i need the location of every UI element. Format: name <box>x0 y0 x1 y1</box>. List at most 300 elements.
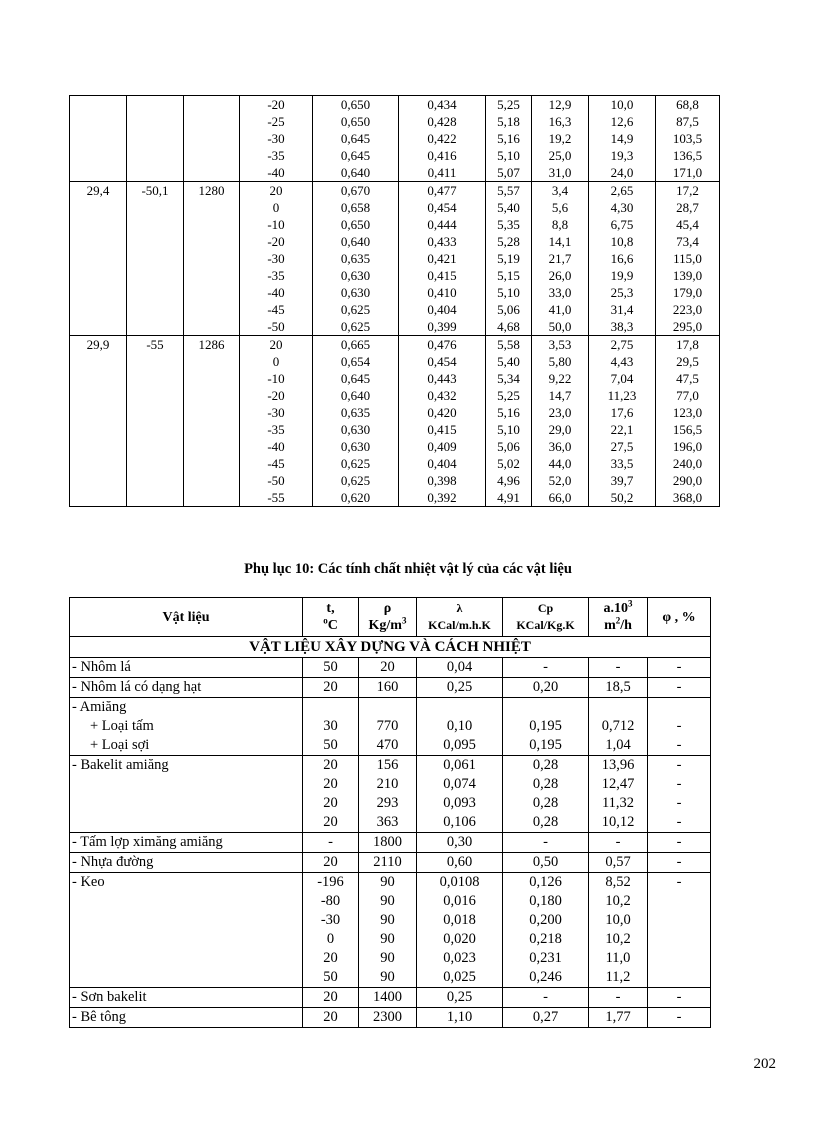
cell-value: 210 <box>376 776 399 792</box>
name-cell <box>70 1008 303 1028</box>
t-cell <box>303 873 359 988</box>
cell-value: 0,654 <box>340 354 371 369</box>
cell-value: 0,625 <box>340 456 371 471</box>
cell-value: 196,0 <box>672 439 703 454</box>
lambda-cell <box>417 658 503 678</box>
cell-value: 1,10 <box>446 1009 473 1025</box>
cp-cell <box>503 698 589 756</box>
value-cell <box>399 96 486 182</box>
table-row <box>70 678 711 698</box>
phi-cell <box>648 833 711 853</box>
cell-value: 179,0 <box>672 285 703 300</box>
group-c3-cell: 1280 <box>184 182 240 336</box>
cell-value: 0,018 <box>443 912 476 928</box>
cell-value: 0,28 <box>532 795 559 811</box>
cell-value: 160 <box>376 679 399 695</box>
cell-value: -10 <box>267 371 285 386</box>
cell-value: 5,80 <box>548 354 572 369</box>
cell-value: 0,411 <box>427 165 457 180</box>
a-cell <box>589 833 648 853</box>
header-conductivity: λ KCal/m.h.K <box>417 598 503 637</box>
cell-value: 0,635 <box>340 251 371 266</box>
value-cell <box>399 336 486 507</box>
cell-value: 90 <box>380 912 395 928</box>
cell-value: 0,095 <box>443 737 476 753</box>
cell-value: 0,433 <box>427 234 457 249</box>
header-temperature: t, $^o$C <box>303 598 359 637</box>
phi-cell <box>648 988 711 1008</box>
lambda-cell <box>417 1008 503 1028</box>
cell-value: -20 <box>267 97 285 112</box>
cell-value: 0,620 <box>340 490 371 505</box>
group-c3-cell: 1286 <box>184 336 240 507</box>
cell-value: 5,16 <box>497 405 520 420</box>
cell-value: 0,630 <box>340 439 371 454</box>
cell-value: 27,5 <box>610 439 634 454</box>
cell-value: + Loại tấm <box>90 718 154 734</box>
value-cell <box>656 96 720 182</box>
cell-value: 1400 <box>373 989 402 1005</box>
header-humidity: φ , % <box>648 598 711 637</box>
cell-value: 11,2 <box>605 969 631 985</box>
cell-value: 29,5 <box>676 354 699 369</box>
cell-value: 0,392 <box>427 490 457 505</box>
cell-value: 20 <box>323 854 338 870</box>
cell-value: 0,477 <box>427 183 457 198</box>
cell-value: 17,8 <box>676 337 699 352</box>
cell-value: 770 <box>376 718 399 734</box>
cell-value <box>417 698 502 717</box>
cell-value: 33,5 <box>610 456 634 471</box>
cell-value: 0,195 <box>529 718 562 734</box>
cell-value: 0,106 <box>443 814 476 830</box>
cell-value: 0,195 <box>529 737 562 753</box>
cell-value: 1800 <box>373 834 402 850</box>
cell-value: 5,58 <box>497 337 520 352</box>
t-cell <box>303 988 359 1008</box>
cell-value: 4,43 <box>610 354 634 369</box>
cell-value: 0,398 <box>427 473 457 488</box>
cell-value: - <box>543 834 548 850</box>
cell-value: - Amiăng <box>72 699 127 715</box>
value-cell <box>313 336 399 507</box>
cell-value: 2,75 <box>610 337 634 352</box>
cell-value: 5,10 <box>497 285 520 300</box>
cell-value: 0,650 <box>340 114 371 129</box>
a-cell <box>589 873 648 988</box>
table-row <box>70 853 711 873</box>
a-cell <box>589 988 648 1008</box>
value-cell <box>656 336 720 507</box>
a-cell <box>589 853 648 873</box>
cell-value: 8,52 <box>605 874 631 890</box>
cell-value: 0,640 <box>340 234 371 249</box>
cell-value: 0,246 <box>529 969 562 985</box>
cell-value: 0,27 <box>532 1009 559 1025</box>
name-cell <box>70 833 303 853</box>
cell-value: 0,28 <box>532 776 559 792</box>
cell-value: 0,50 <box>532 854 559 870</box>
cp-cell <box>503 833 589 853</box>
table-row <box>70 182 720 336</box>
cell-value: - <box>676 737 682 753</box>
cell-value: - <box>615 834 621 850</box>
cell-value: 52,0 <box>548 473 572 488</box>
name-cell <box>70 678 303 698</box>
cp-cell <box>503 873 589 988</box>
cell-value: 45,4 <box>676 217 699 232</box>
cell-value: - <box>676 757 682 773</box>
cell-value: 29,0 <box>548 422 572 437</box>
cp-cell <box>503 988 589 1008</box>
cell-value: -30 <box>267 405 285 420</box>
cell-value: 6,75 <box>610 217 634 232</box>
cell-value: 0,665 <box>340 337 371 352</box>
cell-value: 0,421 <box>427 251 457 266</box>
cell-value: 23,0 <box>548 405 572 420</box>
cell-value: 11,0 <box>605 950 631 966</box>
cell-value: - <box>676 854 682 870</box>
rho-cell <box>359 678 417 698</box>
name-cell <box>70 698 303 756</box>
cell-value: 0,630 <box>340 268 371 283</box>
cell-value: 0,020 <box>443 931 476 947</box>
cell-value: 5,34 <box>497 371 520 386</box>
cell-value: - <box>543 659 548 675</box>
rho-cell <box>359 756 417 833</box>
cell-value: 2110 <box>373 854 402 870</box>
cell-value: -35 <box>267 422 285 437</box>
a-cell <box>589 756 648 833</box>
cell-value: 77,0 <box>676 388 699 403</box>
cell-value: 10,8 <box>610 234 634 249</box>
a-cell <box>589 678 648 698</box>
cell-value: 0,650 <box>340 217 371 232</box>
cell-value: 0,625 <box>340 319 371 334</box>
cell-value: 10,2 <box>605 931 631 947</box>
cell-value: 240,0 <box>672 456 703 471</box>
cell-value: 11,23 <box>607 388 637 403</box>
value-cell <box>240 182 313 336</box>
cell-value: 0,093 <box>443 795 476 811</box>
cell-value: 90 <box>380 950 395 966</box>
cell-value: 0,200 <box>529 912 562 928</box>
cell-value: 5,25 <box>497 97 520 112</box>
cell-value: 368,0 <box>672 490 703 505</box>
value-cell <box>240 336 313 507</box>
lambda-cell <box>417 853 503 873</box>
cell-value: 290,0 <box>672 473 703 488</box>
value-cell <box>486 96 532 182</box>
value-cell <box>399 182 486 336</box>
cell-value: 20 <box>323 989 338 1005</box>
cp-cell <box>503 678 589 698</box>
cell-value: 14,9 <box>610 131 634 146</box>
cell-value: 0 <box>326 931 335 947</box>
t-cell <box>303 698 359 756</box>
cell-value: 103,5 <box>672 131 703 146</box>
cell-value: 293 <box>376 795 399 811</box>
value-cell <box>313 182 399 336</box>
cell-value <box>589 698 647 717</box>
group-c1-cell: 29,9 <box>70 336 127 507</box>
value-cell <box>486 336 532 507</box>
a-cell <box>589 1008 648 1028</box>
cell-value: 0,476 <box>427 337 457 352</box>
table-row <box>70 336 720 507</box>
a-cell <box>589 698 648 756</box>
cell-value: 0,454 <box>427 200 457 215</box>
cell-value: 0,645 <box>340 131 371 146</box>
cell-value: 20 <box>323 776 338 792</box>
cell-value <box>503 698 588 717</box>
cell-value: - <box>615 989 621 1005</box>
cp-cell <box>503 756 589 833</box>
cell-value: 39,7 <box>610 473 634 488</box>
cell-value: 10,0 <box>610 97 634 112</box>
cell-value: 0,399 <box>427 319 457 334</box>
cell-value: - Bê tông <box>72 1009 126 1025</box>
cell-value: 0,410 <box>427 285 457 300</box>
cell-value: 25,0 <box>548 148 572 163</box>
rho-cell <box>359 853 417 873</box>
cell-value: 5,10 <box>497 422 520 437</box>
cell-value: 5,02 <box>497 456 520 471</box>
t-cell <box>303 658 359 678</box>
value-cell <box>589 336 656 507</box>
phi-cell <box>648 678 711 698</box>
phi-cell <box>648 853 711 873</box>
cell-value: 0,416 <box>427 148 457 163</box>
cell-value: - Nhôm lá có dạng hạt <box>72 679 202 695</box>
cell-value: 50 <box>323 737 338 753</box>
cp-cell <box>503 658 589 678</box>
cell-value: -196 <box>317 874 344 890</box>
cell-value: 90 <box>380 969 395 985</box>
cell-value: 10,2 <box>605 893 631 909</box>
cell-value: 10,0 <box>605 912 631 928</box>
cell-value: 0,432 <box>427 388 457 403</box>
cell-value: - <box>676 834 682 850</box>
cell-value <box>303 698 358 717</box>
cell-value: 156,5 <box>672 422 703 437</box>
cell-value: 0,30 <box>446 834 473 850</box>
cell-value: 20 <box>323 795 338 811</box>
cell-value: 5,40 <box>497 354 520 369</box>
cell-value: 31,4 <box>610 302 634 317</box>
materials-table <box>69 597 711 1028</box>
cell-value: 87,5 <box>676 114 699 129</box>
cell-value: 0,415 <box>427 268 457 283</box>
lambda-cell <box>417 833 503 853</box>
cell-value: 0,016 <box>443 893 476 909</box>
cell-value: 2300 <box>373 1009 402 1025</box>
cell-value: -40 <box>267 165 285 180</box>
table-row <box>70 873 711 988</box>
value-cell <box>486 182 532 336</box>
cell-value: 90 <box>380 893 395 909</box>
cell-value: 0,434 <box>427 97 457 112</box>
cell-value: 18,5 <box>605 679 631 695</box>
a-cell <box>589 658 648 678</box>
cell-value: 0,640 <box>340 165 371 180</box>
cell-value: 223,0 <box>672 302 703 317</box>
cell-value: 90 <box>380 874 395 890</box>
cp-cell <box>503 1008 589 1028</box>
cell-value: 22,1 <box>610 422 634 437</box>
cell-value: - <box>676 679 682 695</box>
cell-value: - <box>676 1009 682 1025</box>
cell-value: 0,443 <box>427 371 457 386</box>
lambda-cell <box>417 988 503 1008</box>
cell-value: -10 <box>267 217 285 232</box>
cell-value: 5,06 <box>497 302 520 317</box>
cell-value: 38,3 <box>610 319 634 334</box>
cell-value: -45 <box>267 456 285 471</box>
cell-value: 0 <box>272 354 280 369</box>
cell-value: 2,65 <box>610 183 634 198</box>
phi-cell <box>648 756 711 833</box>
cell-value: 8,8 <box>551 217 569 232</box>
cell-value: - Nhôm lá <box>72 659 131 675</box>
cell-value: 0,409 <box>427 439 457 454</box>
cell-value: 0,57 <box>605 854 631 870</box>
cell-value: -45 <box>267 302 285 317</box>
cell-value: 12,6 <box>610 114 634 129</box>
cell-value: 47,5 <box>676 371 699 386</box>
cell-value: 4,91 <box>497 490 520 505</box>
cell-value: 0,444 <box>427 217 457 232</box>
cell-value: 66,0 <box>548 490 572 505</box>
cell-value: 12,47 <box>601 776 635 792</box>
table-row <box>70 988 711 1008</box>
rho-cell <box>359 833 417 853</box>
phi-cell <box>648 698 711 756</box>
cell-value: -30 <box>267 251 285 266</box>
cell-value: 123,0 <box>672 405 703 420</box>
cell-value: 41,0 <box>548 302 572 317</box>
rho-cell <box>359 988 417 1008</box>
value-cell <box>532 336 589 507</box>
cell-value: -50 <box>267 319 285 334</box>
cell-value <box>648 698 710 717</box>
table-row <box>70 698 711 756</box>
cell-value: 295,0 <box>672 319 703 334</box>
cell-value: 0,25 <box>446 679 473 695</box>
rho-cell <box>359 658 417 678</box>
cell-value: -20 <box>267 388 285 403</box>
page-number: 202 <box>753 1056 776 1072</box>
cell-value: 0 <box>272 200 280 215</box>
header-diffusivity: $a.10^3$ $m^2/h$ <box>589 598 648 637</box>
name-cell <box>70 853 303 873</box>
cell-value: 90 <box>380 931 395 947</box>
cell-value: 5,10 <box>497 148 520 163</box>
group-c1-cell <box>70 96 127 182</box>
cell-value: 20 <box>380 659 395 675</box>
cell-value: -35 <box>267 148 285 163</box>
phi-cell <box>648 658 711 678</box>
cell-value: 0,180 <box>529 893 562 909</box>
group-c2-cell: -50,1 <box>127 182 184 336</box>
group-c3-cell <box>184 96 240 182</box>
header-specific-heat: Cp KCal/Kg.K <box>503 598 589 637</box>
cell-value: -40 <box>267 285 285 300</box>
section-row <box>70 637 711 658</box>
cell-value: 0,645 <box>340 148 371 163</box>
cell-value: - <box>676 989 682 1005</box>
value-cell <box>589 96 656 182</box>
cell-value: 0,415 <box>427 422 457 437</box>
rho-cell <box>359 873 417 988</box>
t-cell <box>303 833 359 853</box>
cell-value: 50,0 <box>548 319 572 334</box>
cell-value: 0,404 <box>427 302 457 317</box>
value-cell <box>532 96 589 182</box>
cell-value: 0,023 <box>443 950 476 966</box>
table-row <box>70 756 711 833</box>
cell-value: 171,0 <box>672 165 703 180</box>
cell-value: - <box>676 795 682 811</box>
group-c1-cell: 29,4 <box>70 182 127 336</box>
lambda-cell <box>417 756 503 833</box>
cell-value: 3,4 <box>551 183 569 198</box>
cell-value: 12,9 <box>548 97 572 112</box>
cell-value <box>359 698 416 717</box>
cell-value: 4,96 <box>497 473 520 488</box>
cell-value: 0,658 <box>340 200 371 215</box>
t-cell <box>303 756 359 833</box>
cell-value: 0,630 <box>340 285 371 300</box>
cell-value: -80 <box>320 893 341 909</box>
cell-value: 11,32 <box>601 795 635 811</box>
cell-value: 5,18 <box>497 114 520 129</box>
cell-value: 24,0 <box>610 165 634 180</box>
cell-value: 17,2 <box>676 183 699 198</box>
cell-value: 73,4 <box>676 234 699 249</box>
cell-value: 5,06 <box>497 439 520 454</box>
name-cell <box>70 988 303 1008</box>
cell-value: 0,625 <box>340 473 371 488</box>
cell-value: 20 <box>269 183 283 198</box>
cell-value: -35 <box>267 268 285 283</box>
cell-value: 363 <box>376 814 399 830</box>
cell-value: -20 <box>267 234 285 249</box>
lambda-cell <box>417 698 503 756</box>
cell-value: 156 <box>376 757 399 773</box>
cell-value: 0,10 <box>446 718 473 734</box>
cell-value: 0,28 <box>532 757 559 773</box>
cell-value: 7,04 <box>610 371 634 386</box>
cell-value: 13,96 <box>601 757 635 773</box>
value-cell <box>240 96 313 182</box>
cell-value: - Bakelit amiăng <box>72 757 169 773</box>
cell-value: 25,3 <box>610 285 634 300</box>
cell-value: 0,404 <box>427 456 457 471</box>
phi-cell <box>648 1008 711 1028</box>
cell-value: - Nhựa đường <box>72 854 154 870</box>
cell-value: -30 <box>320 912 341 928</box>
cp-cell <box>503 853 589 873</box>
cell-value: 136,5 <box>672 148 703 163</box>
cell-value: 5,16 <box>497 131 520 146</box>
cell-value: 36,0 <box>548 439 572 454</box>
cell-value: 4,68 <box>497 319 520 334</box>
group-c2-cell: -55 <box>127 336 184 507</box>
value-cell <box>532 182 589 336</box>
cell-value: 0,428 <box>427 114 457 129</box>
cell-value: 0,04 <box>446 659 473 675</box>
